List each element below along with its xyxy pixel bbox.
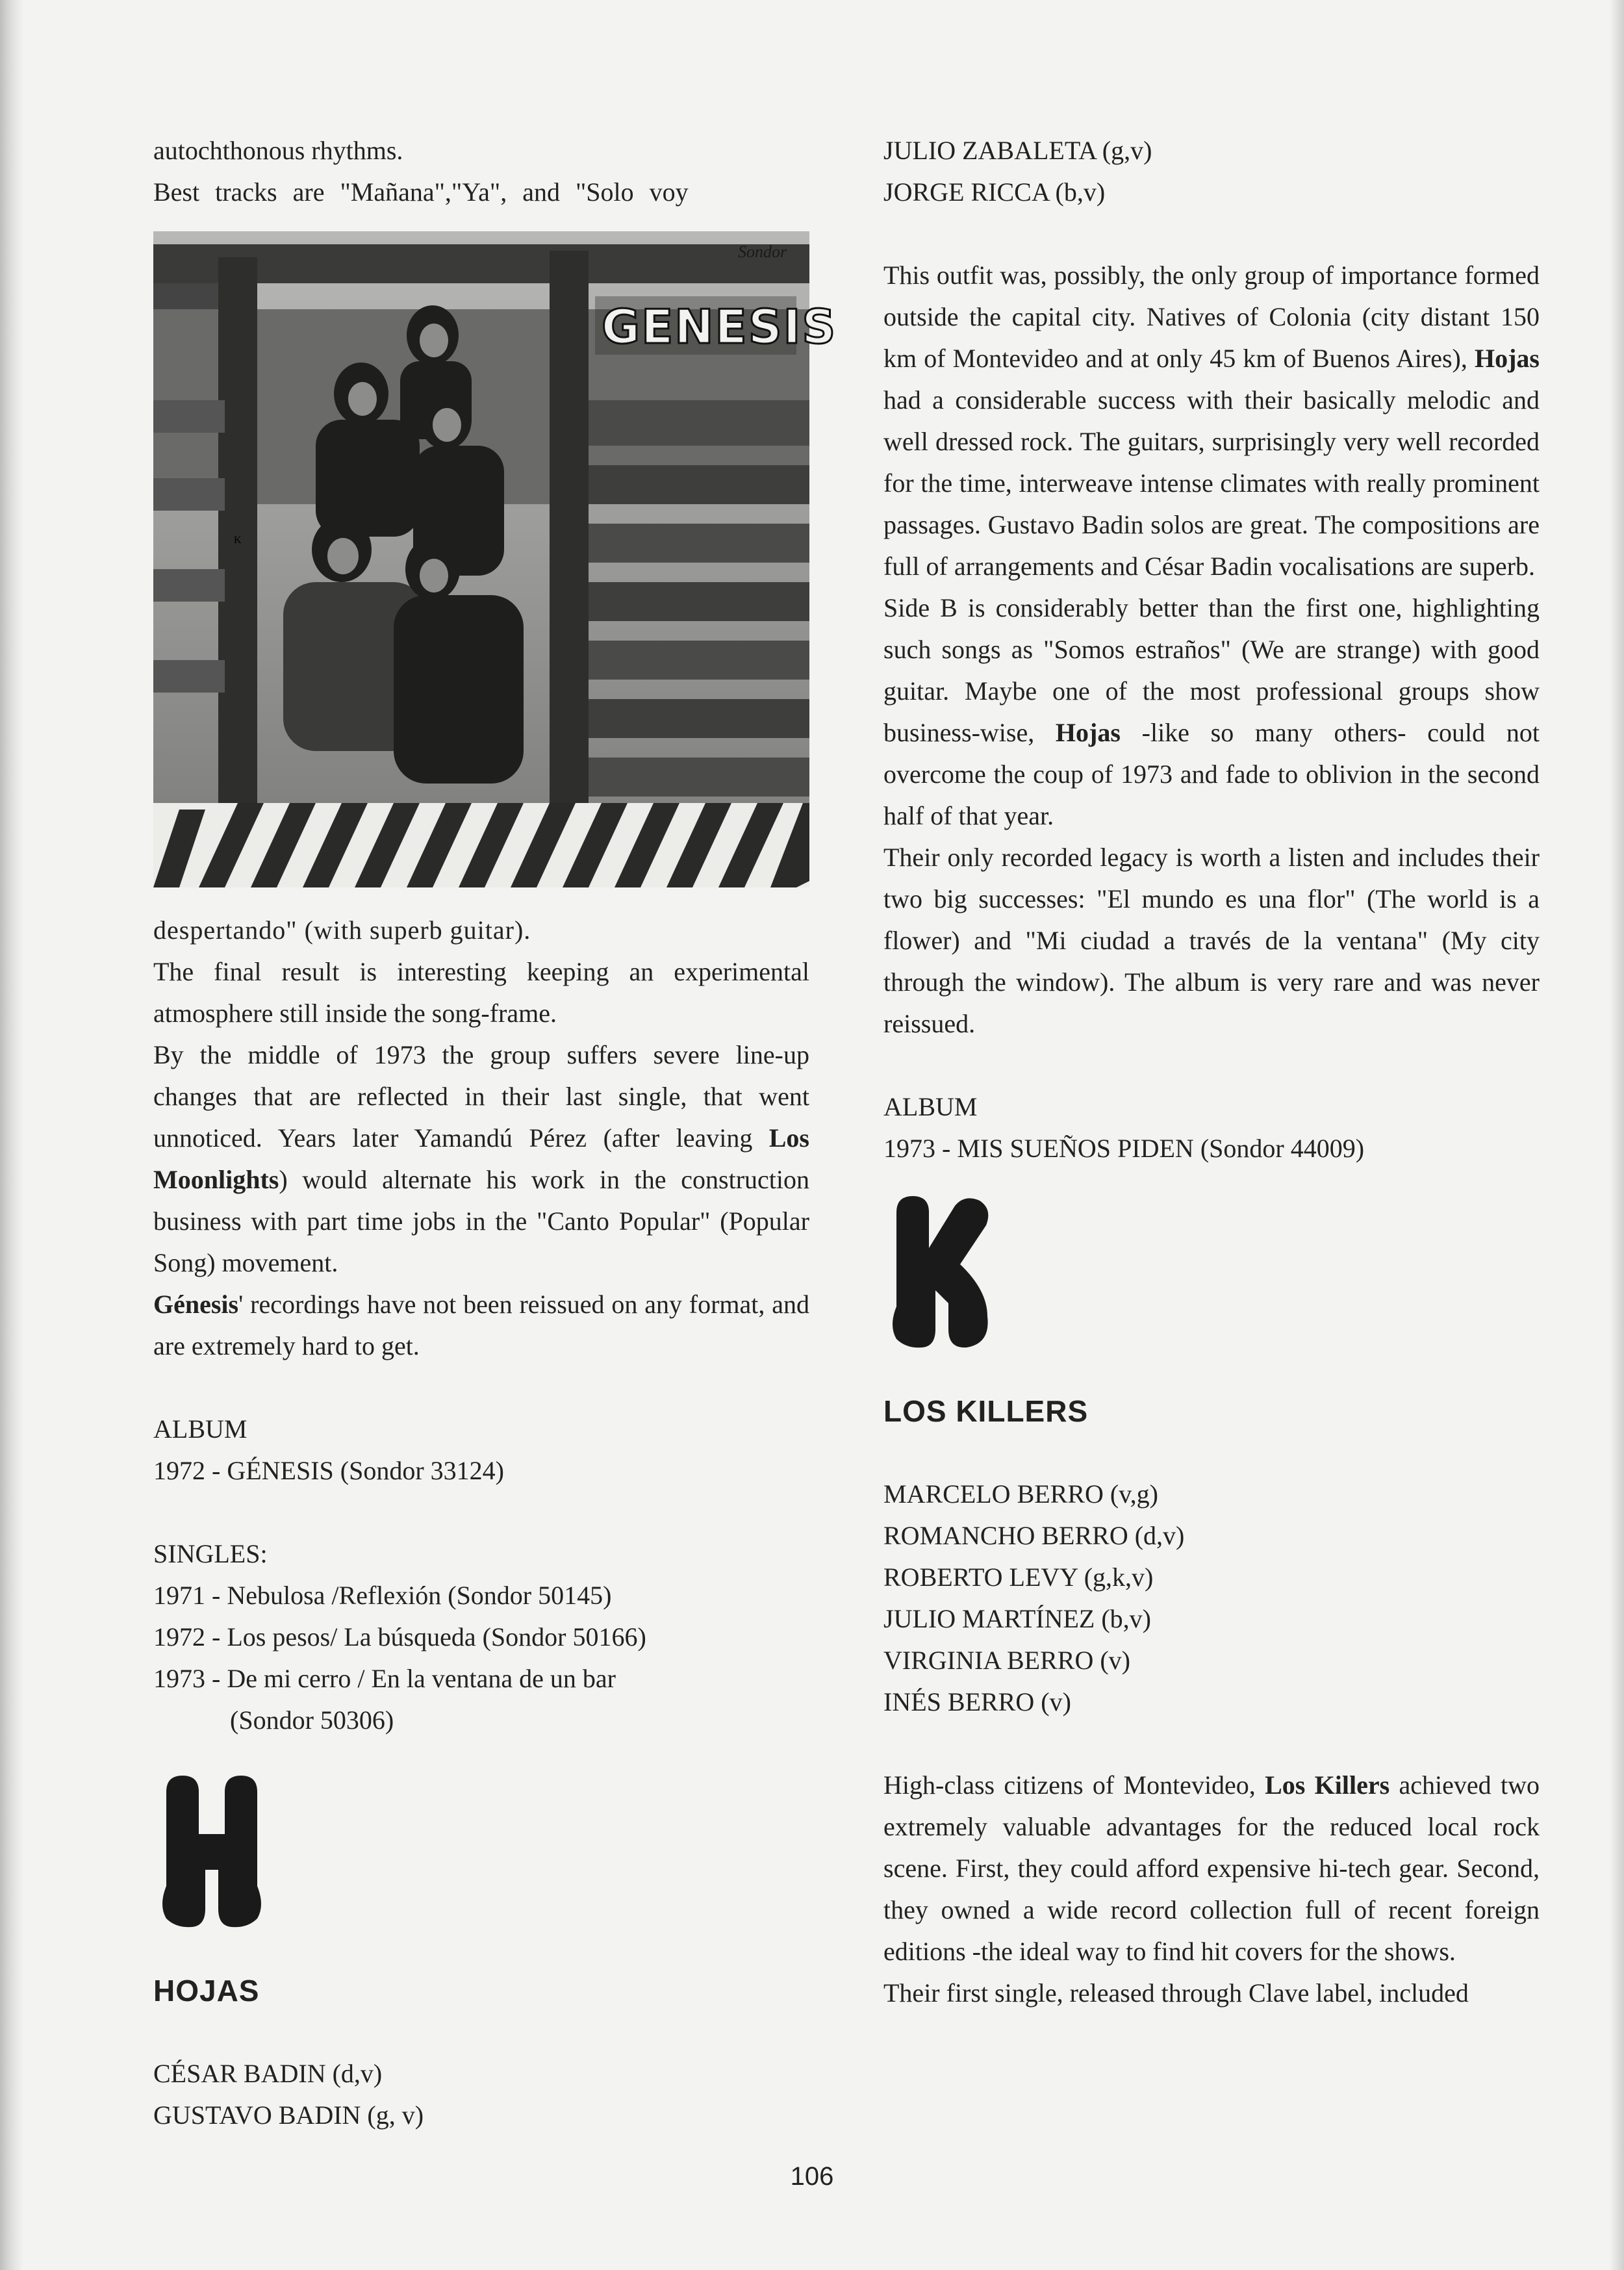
album-entry: 1973 - MIS SUEÑOS PIDEN (Sondor 44009) (883, 1134, 1365, 1163)
paragraph (153, 1284, 809, 1367)
singles-label: SINGLES: (153, 1539, 268, 1568)
paragraph-text: Side B is considerably better than the first one, highlighting such songs as "Somos estraños" (We are strange) with good guitar. Maybe one of the most professional groups show business-wise, (883, 593, 1540, 747)
member: JORGE RICCA (b,v) (883, 177, 1106, 207)
cover-title: GENESIS (602, 300, 837, 354)
member: CÉSAR BADIN (d,v) (153, 2059, 383, 2088)
paragraph (883, 1765, 1540, 1972)
member: MARCELO BERRO (v,g) (883, 1479, 1158, 1509)
band-name-bold: Génesis (153, 1290, 239, 1319)
member: GUSTAVO BADIN (g, v) (153, 2100, 424, 2130)
paragraph (883, 587, 1540, 837)
page-binding-shadow (0, 0, 23, 2270)
paragraph (153, 1034, 809, 1284)
label-logo: Sondor (738, 242, 787, 261)
album-entry: 1972 - GÉNESIS (Sondor 33124) (153, 1456, 504, 1485)
paragraph: Their only recorded legacy is worth a listen and includes their two big successes: "El mundo es una flor" (The world is a flower) and "Mi ciudad a través de la ventana" (My city through the window). The album is very rare and was never reissued. (883, 843, 1540, 1038)
page-edge (1610, 0, 1624, 2270)
paragraph-text: -like so many others- could not overcome the coup of 1973 and fade to oblivion in the second half of that year. (883, 718, 1540, 830)
member: JULIO MARTÍNEZ (b,v) (883, 1604, 1151, 1633)
paragraph-text: ' recordings have not been reissued on any format, and are extremely hard to get. (153, 1290, 809, 1360)
intro-line: autochthonous rhythms. (153, 136, 403, 165)
band-name-bold: Los Killers (1265, 1770, 1390, 1800)
single-entry: 1973 - De mi cerro / En la ventana de un bar (153, 1664, 616, 1693)
left-column (153, 130, 837, 2136)
paragraph-text: achieved two extremely valuable advantages for the reduced local rock scene. First, they could afford expensive hi-tech gear. Second, they owned a wide record collection full of recent foreign editions -the ideal way to find hit covers for the shows. (883, 1770, 1540, 1966)
member: ROMANCHO BERRO (d,v) (883, 1521, 1185, 1550)
member: JULIO ZABALETA (g,v) (883, 136, 1152, 165)
single-entry: 1972 - Los pesos/ La búsqueda (Sondor 50166) (153, 1622, 646, 1651)
paragraph-text: had a considerable success with their basically melodic and well dressed rock. The guitars, surprisingly very well recorded for the time, interweave intense climates with really prominent passages. Gustavo Badin solos are great. The compositions are full of arrangements and César Badin vocalisations are superb. (883, 385, 1540, 581)
paragraph-text: ) would alternate his work in the construction business with part time jobs in the "Canto Popular" (Popular Song) movement. (153, 1165, 809, 1277)
genesis-album-cover (153, 231, 837, 887)
member: ROBERTO LEVY (g,k,v) (883, 1562, 1154, 1592)
paragraph-text: By the middle of 1973 the group suffers severe line-up changes that are reflected in their last single, that went unnoticed. Years later Yamandú Pérez (after leaving (153, 1040, 809, 1153)
band-name-bold: Hojas (1055, 718, 1121, 747)
intro-line: Best tracks are "Mañana","Ya", and "Solo voy (153, 177, 689, 207)
band-heading: LOS KILLERS (883, 1394, 1089, 1428)
single-entry-cont: (Sondor 50306) (230, 1705, 394, 1735)
paragraph: Their first single, released through Clave label, included (883, 1978, 1469, 2008)
body-line: despertando" (with superb guitar). (153, 915, 531, 945)
single-entry: 1971 - Nebulosa /Reflexión (Sondor 50145) (153, 1581, 612, 1610)
member: VIRGINIA BERRO (v) (883, 1646, 1130, 1675)
band-name-bold: Hojas (1475, 344, 1540, 373)
paragraph-text: High-class citizens of Montevideo, (883, 1770, 1265, 1800)
section-letter-text: K (234, 535, 242, 546)
section-letter-h-icon (153, 1772, 270, 1928)
band-heading: HOJAS (153, 1974, 260, 2008)
member: INÉS BERRO (v) (883, 1687, 1071, 1716)
band-name-bold: Los Moonlights (153, 1123, 809, 1194)
album-label: ALBUM (883, 1092, 978, 1121)
paragraph-text: This outfit was, possibly, the only group of importance formed outside the capital city. Natives of Colonia (city distant 150 km of Montevideo and at only 45 km of Buenos Aires), (883, 261, 1540, 373)
paragraph (883, 255, 1540, 587)
page-number: 106 (790, 2162, 834, 2191)
album-cover-photo (153, 231, 837, 887)
album-label: ALBUM (153, 1414, 247, 1444)
paragraph: The final result is interesting keeping an experimental atmosphere still inside the song-frame. (153, 957, 809, 1028)
